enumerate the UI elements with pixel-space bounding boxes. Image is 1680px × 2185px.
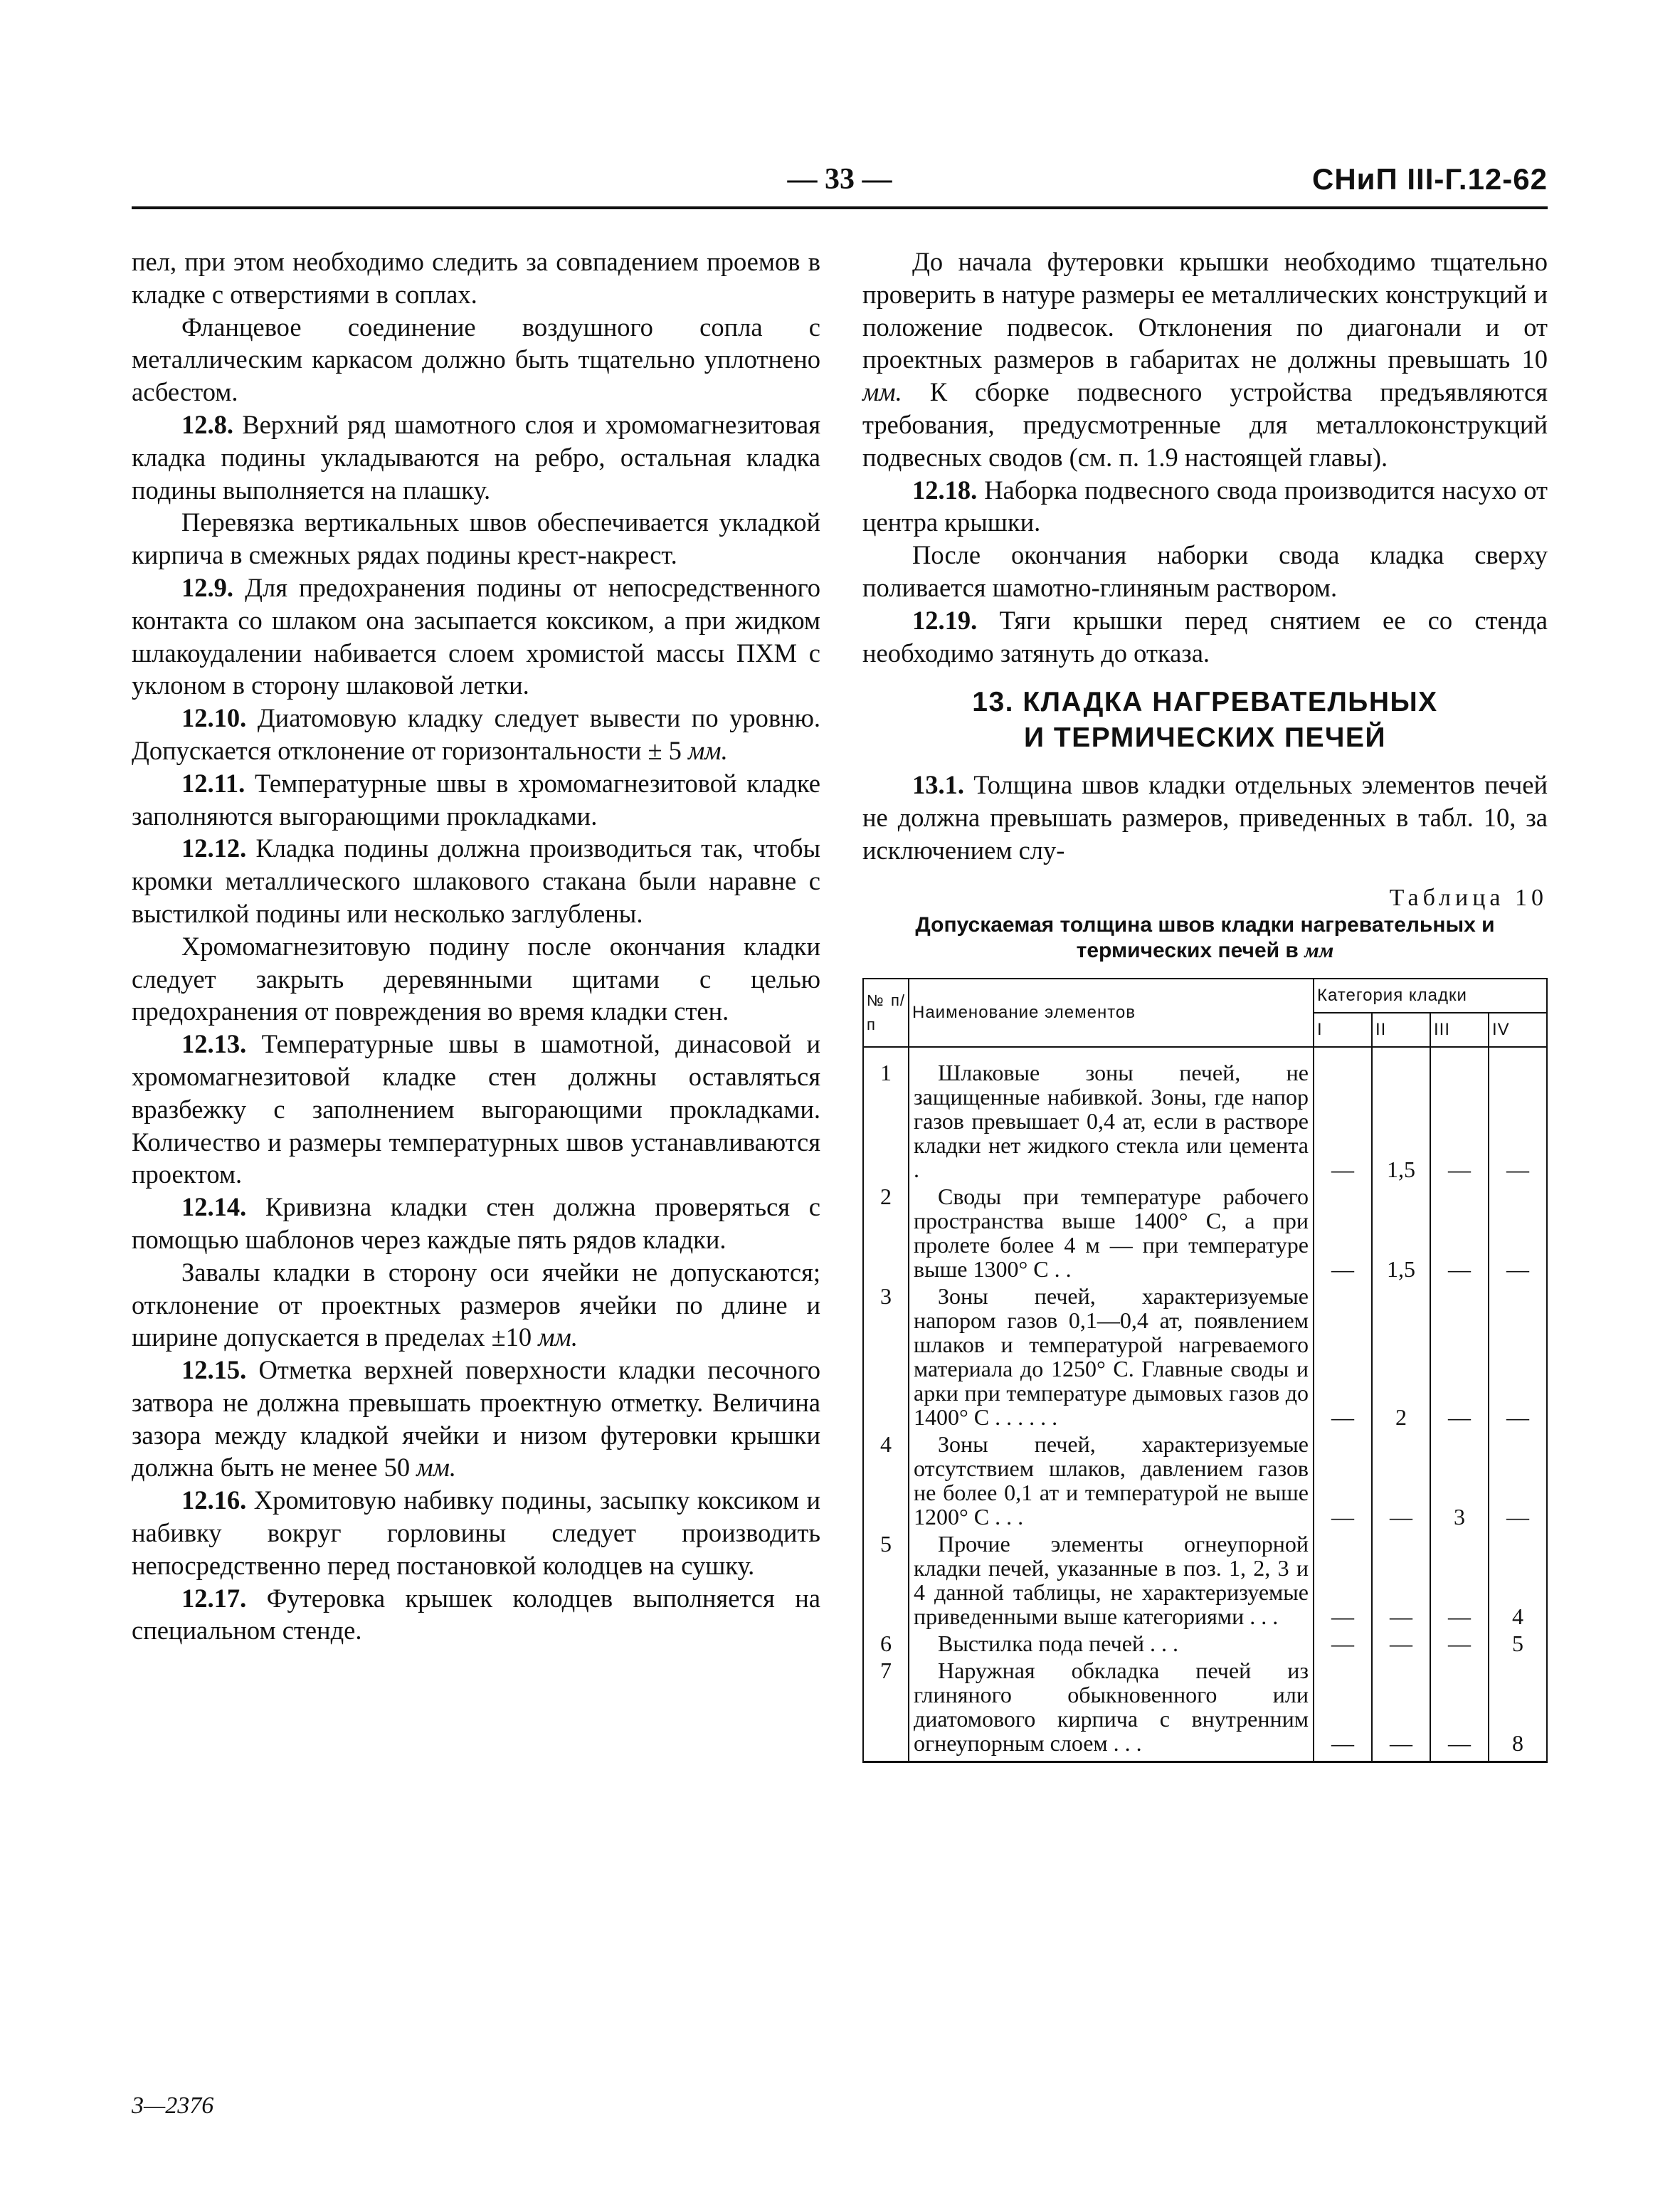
paragraph: Фланцевое соединение воздушного сопла с металлическим каркасом должно быть тщательно уплотнено асбестом. [132,312,820,407]
paragraph: Перевязка вертикальных швов обеспечивается укладкой кирпича в смежных рядах подины крест-накрест. [132,507,820,570]
page-number: — 33 — [787,163,892,196]
table-row: 7 Наружная обкладка печей из глиняного обыкновенного или диатомового кирпича с внутренним огнеупорным слоем . . . — — — 8 [863,1657,1547,1762]
table-title: Допускаемая толщина швов кладки нагревательных и термических печей в мм [915,912,1495,962]
left-column [132,246,820,1647]
paragraph-12-14: 12.14. Кривизна кладки стен должна проверяться с помощью шаблонов через каждые пять рядов кладки. [132,1192,821,1254]
paragraph-12-13: 12.13. Температурные швы в шамотной, динасовой и хромомагнезитовой кладке стен должны оставляться вразбежку с заполнением выгорающими прокладками. Количество и размеры температурных швов устанавливаются проектом. [132,1029,821,1189]
col-header-number: № п/п [863,979,909,1047]
paragraph: После окончания наборки свода кладка сверху поливается шамотно-глиняным раствором. [862,540,1548,602]
paragraph: пел, при этом необходимо следить за совпадением проемов в кладке с отверстиями в соплах. [132,247,820,309]
paragraph-13-1: 13.1. Толщина швов кладки отдельных элементов печей не должна превышать размеров, приведенных в табл. 10, за исключением слу- [862,770,1548,865]
table-caption: Таблица 10 [1389,884,1548,911]
paragraph: Хромомагнезитовую подину после окончания кладки следует закрыть деревянными щитами с целью предохранения от повреждения во время кладки стен. [132,931,820,1026]
paragraph-12-11: 12.11. Температурные швы в хромомагнезитовой кладке заполняются выгорающими прокладками. [132,768,820,831]
right-column [862,246,1548,1763]
col-header-category: Категория кладки [1314,979,1547,1013]
cat-header: III [1430,1013,1489,1047]
paragraph: До начала футеровки крышки необходимо тщательно проверить в натуре размеры ее металлических конструкций и положение подвесок. Отклонения по диагонали и от проектных размеров в габаритах не должны превышать 10 мм. К сборке подвесного устройства предъявляются требования, предусмотренные для металлоконструкций подвесных сводов (см. п. 1.9 настоящей главы). [862,247,1548,472]
page-header [132,162,1548,205]
table-row: 4 Зоны печей, характеризуемые отсутствием шлаков, давлением газов не более 0,1 ат и температурой не выше 1200° С . . . — — 3 — [863,1431,1547,1530]
paragraph-12-9: 12.9. Для предохранения подины от непосредственного контакта со шлаком она засыпается коксиком, а при жидком шлакоудалении набивается слоем хромистой массы ПХМ с уклоном в сторону шлаковой летки. [132,572,820,700]
table-row: 3 Зоны печей, характеризуемые напором газов 0,1—0,4 ат, появлением шлаков и температурой нагреваемого материала до 1250° С. Главные своды и арки при температуре дымовых газов до 1400° С . . . . . . — 2 — — [863,1283,1547,1431]
table-row: 5 Прочие элементы огнеупорной кладки печей, указанные в поз. 1, 2, 3 и 4 данной таблицы, не характеризуемые приведенными выше категориями . . . — — — 4 [863,1530,1547,1630]
paragraph: Завалы кладки в сторону оси ячейки не допускаются; отклонение от проектных размеров ячейки по длине и ширине допускается в пределах ±10 мм. [132,1257,820,1352]
col-header-name: Наименование элементов [909,979,1314,1047]
document-code: СНиП III-Г.12-62 [1312,162,1548,196]
paragraph-12-17: 12.17. Футеровка крышек колодцев выполняется на специальном стенде. [132,1583,820,1646]
paragraph-12-12: 12.12. Кладка подины должна производиться так, чтобы кромки металлического шлакового стакана были наравне с выстилкой подины или несколько заглублены. [132,833,820,928]
paragraph-12-16: 12.16. Хромитовую набивку подины, засыпку коксиком и набивку вокруг горловины следует производить непосредственно перед постановкой колодцев на сушку. [132,1485,821,1580]
table-row: 1 Шлаковые зоны печей, не защищенные набивкой. Зоны, где напор газов превышает 0,4 ат, если в растворе кладки нет жидкого стекла или цемента . — 1,5 — — [863,1047,1547,1183]
table-row: 2 Своды при температуре рабочего пространства выше 1400° С, а при пролете более 4 м — при температуре выше 1300° С . . — 1,5 — — [863,1183,1547,1283]
cat-header: II [1372,1013,1430,1047]
paragraph-12-10: 12.10. Диатомовую кладку следует вывести по уровню. Допускается отклонение от горизонтальности ± 5 мм. [132,703,821,765]
paragraph-12-18: 12.18. Наборка подвесного свода производится насухо от центра крышки. [862,475,1548,537]
section-heading: 13. КЛАДКА НАГРЕВАТЕЛЬНЫХ И ТЕРМИЧЕСКИХ ПЕЧЕЙ [972,687,1438,754]
cat-header: IV [1489,1013,1547,1047]
paragraph-12-15: 12.15. Отметка верхней поверхности кладки песочного затвора не должна превышать проектную отметку. Величина зазора между кладкой ячейки и низом футеровки крышки должна быть не менее 50 мм. [132,1355,821,1483]
cat-header: I [1314,1013,1372,1047]
table-row: 6 Выстилка пода печей . . . — — — 5 [863,1630,1547,1657]
header-rule [132,206,1548,209]
paragraph-12-19: 12.19. Тяги крышки перед снятием ее со стенда необходимо затянуть до отказа. [862,605,1548,668]
paragraph-12-8: 12.8. Верхний ряд шамотного слоя и хромомагнезитовая кладка подины укладываются на ребро, остальная кладка подины выполняется на плашку. [132,409,821,505]
joint-thickness-table [862,978,1548,1763]
print-mark: 3—2376 [132,2092,214,2119]
